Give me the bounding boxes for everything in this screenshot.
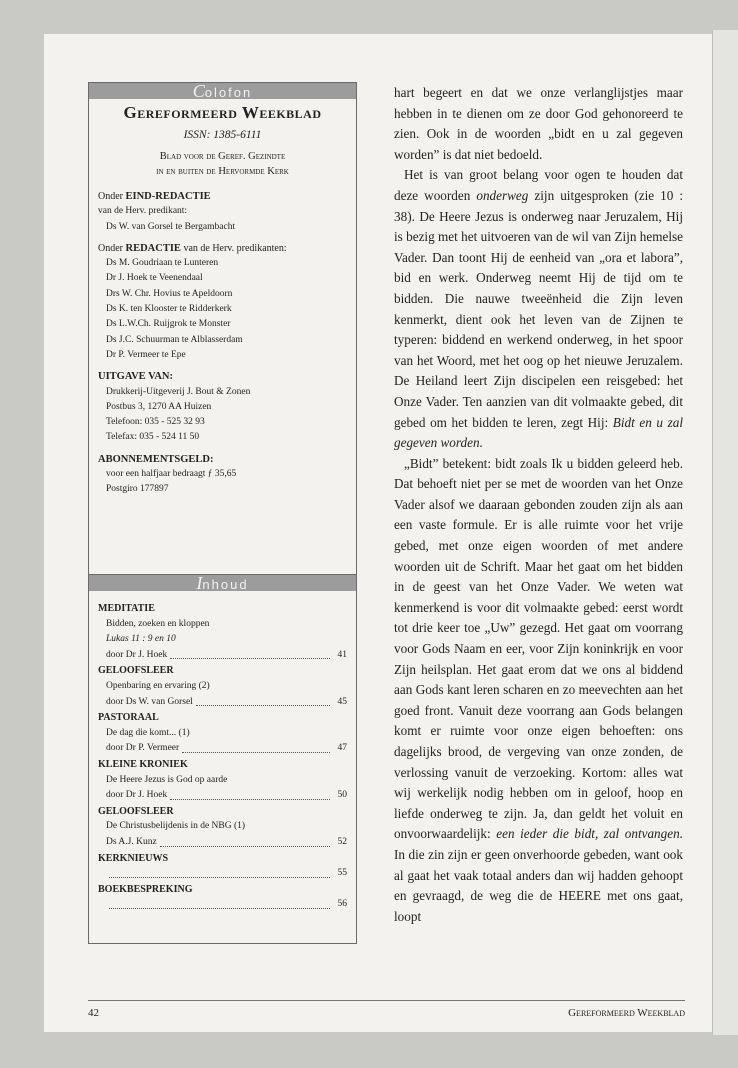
inhoud-banner: Inhoud [89, 575, 356, 591]
toc-title: Bidden, zoeken en kloppen [106, 618, 210, 629]
toc-category: GELOOFSLEER [98, 665, 174, 677]
redactie-name: Ds L.W.Ch. Ruijgrok te Monster [106, 319, 231, 330]
masthead-title: Gereformeerd Weekblad [123, 103, 322, 122]
toc-category: KLEINE KRONIEK [98, 758, 188, 770]
colofon-box [88, 82, 357, 587]
toc-entry[interactable] [98, 866, 347, 882]
toc-entry[interactable] [98, 897, 347, 913]
toc-entry[interactable]: door Dr P. Vermeer 47 [98, 741, 347, 757]
article-body [394, 83, 683, 927]
article-paragraph: Het is van groot belang voor ogen te houden dat deze woorden onderweg zijn uitgesproken (zie 10 : 38). De Heere Jezus is onderweg naar Jeruzalem, Hij is bezig met het uitvoeren van de wil van Zijn hemelse Vader. Dan toont Hij de eenheid van „ora et labora”, bid en werk. Onderweg neemt Hij de tijd om te bidden. Die nauwe tweeënheid die Zijn leven kenmerkt, dient ook het leven van de Zijnen te typeren: biddend en werkend onderweg, in het spoor van het Woord, met het oog op het nieuwe Jeruzalem. De Heiland leert Zijn discipelen een reisgebed: het Onze Vader. Ten aanzien van dit volmaakte gebed, dit gebed om het bidden te leren, zegt Hij: Bidt en u zal gegeven worden. [394, 167, 684, 451]
toc-page-number: 56 [337, 899, 347, 910]
article-paragraph: hart begeert en dat we onze verlanglijstjes maar hebben in te dienen om ze door God gehonoreerd te zien. Ook in de woorden „bidt en u zal gegeven worden” is dat niet bedoeld. [394, 85, 683, 162]
toc-page-number: 41 [337, 649, 347, 660]
toc-category: PASTORAAL [98, 712, 159, 724]
toc-category: KERKNIEUWS [98, 852, 169, 864]
next-page-edge [712, 30, 738, 1035]
toc-category: GELOOFSLEER [98, 805, 174, 817]
toc-title: De Heere Jezus is God op aarde [106, 774, 228, 785]
toc-category: MEDITATIE [98, 603, 155, 614]
article-paragraph: „Bidt” betekent: bidt zoals Ik u bidden geleerd heb. Dat behoeft niet per se met de woorden van het Onze Vader alsof we daaraan gebonden zouden zijn als aan een vaste formule. Er is alle ruimte voor het vrije gebed, met onze eigen woorden of met andere woorden uit de Schrift. Maar het gaat om het bidden in de geest van het Onze Vader. We weten wat kenmerkend is voor dit volmaakte gebed: eerst wordt tot drie keer toe „Uw” gezegd. Het gaat om voorrang voor Gods Naam en eer, voor Zijn koninkrijk en voor Zijn heilsplan. Het gaat erom dat we ons al biddend aan Gods kant leren scharen en zo meevechten aan het goed front. Vanuit deze voorrang aan Gods belangen komt er ruimte voor onze eigen behoeften: ons dagelijks brood, de vergeving van onze zonden, de verlossing vanuit de verzoeking. Kortom: alles wat wij werkelijk nodig hebben om in geloof, hoop en liefde onderweg te zijn. Ja, dan geldt het voluit en onvoorwaardelijk: een ieder die bidt, zal ontvangen. In die zin zijn er geen onverhoorde gebeden, want ook al gaat het vaak totaal anders dan wij hadden gehoopt en gevraagd, de weg die de HEERE met ons gaat, loopt [394, 455, 683, 924]
toc-entry[interactable]: door Dr J. Hoek 41 [98, 648, 347, 664]
redactie-name: Ds M. Goudriaan te Lunteren [106, 258, 219, 269]
toc-reference: Lukas 11 : 9 en 10 [106, 634, 176, 645]
table-of-contents [89, 591, 356, 913]
running-head: Gereformeerd Weekblad [568, 1007, 685, 1019]
redactie-name: Ds K. ten Klooster te Ridderkerk [106, 304, 232, 315]
abonnement-heading: ABONNEMENTSGELD: [98, 453, 214, 465]
toc-page-number: 52 [337, 836, 347, 847]
inhoud-box [88, 574, 357, 944]
toc-entry[interactable]: door Ds W. van Gorsel 45 [98, 695, 347, 711]
footer-rule [88, 1000, 685, 1001]
toc-entry[interactable]: door Dr J. Hoek 50 [98, 788, 347, 804]
toc-title: Openbaring en ervaring (2) [106, 680, 210, 691]
uitgave-heading: UITGAVE VAN: [98, 371, 173, 383]
toc-page-number: 55 [337, 868, 347, 879]
eind-redactie-name: Ds W. van Gorsel te Bergambacht [106, 221, 236, 232]
toc-entry[interactable]: Ds A.J. Kunz 52 [98, 835, 347, 851]
redactie-name: Ds J.C. Schuurman te Alblasserdam [106, 334, 243, 345]
toc-page-number: 47 [337, 743, 347, 754]
redactie-name: Dr J. Hoek te Veenendaal [106, 273, 203, 284]
toc-title: De dag die komt... (1) [106, 727, 190, 738]
colofon-banner: Colofon [89, 83, 356, 99]
subtitle: Blad voor de Geref. Gezindte in en buiten de Hervormde Kerk [156, 151, 289, 177]
toc-category: BOEKBESPREKING [98, 883, 193, 895]
toc-page-number: 50 [337, 790, 347, 801]
eind-redactie-section: Onder EIND-REDACTIE van de Herv. predikant: Ds W. van Gorsel te Bergambacht Onder REDACTIE van de Herv. predikanten: Ds M. Goudriaan te Lunteren Dr J. Hoek te Veenendaal Drs W. Chr. Hovius te Apeldoorn Ds K. ten Klooster te Ridderkerk Ds L.W.Ch. Ruijgrok te Monster Ds J.C. Schuurman te Alblasserdam Dr P. Vermeer te Epe UITGAVE VAN: Drukkerij-Uitgeverij J. Bout & Zonen Postbus 3, 1270 AA Huizen Telefoon: 035 - 525 32 93 Telefax: 035 - 524 11 50 ABONNEMENTSGELD: voor een halfjaar bedraagt ƒ 35,65 Postgiro 177897 [89, 189, 356, 498]
toc-page-number: 45 [337, 696, 347, 707]
redactie-name: Dr P. Vermeer te Epe [106, 349, 186, 360]
toc-title: De Christusbelijdenis in de NBG (1) [106, 821, 246, 832]
issn: ISSN: 1385-6111 [183, 129, 262, 141]
redactie-name: Drs W. Chr. Hovius te Apeldoorn [106, 288, 233, 299]
page-number: 42 [88, 1007, 99, 1019]
